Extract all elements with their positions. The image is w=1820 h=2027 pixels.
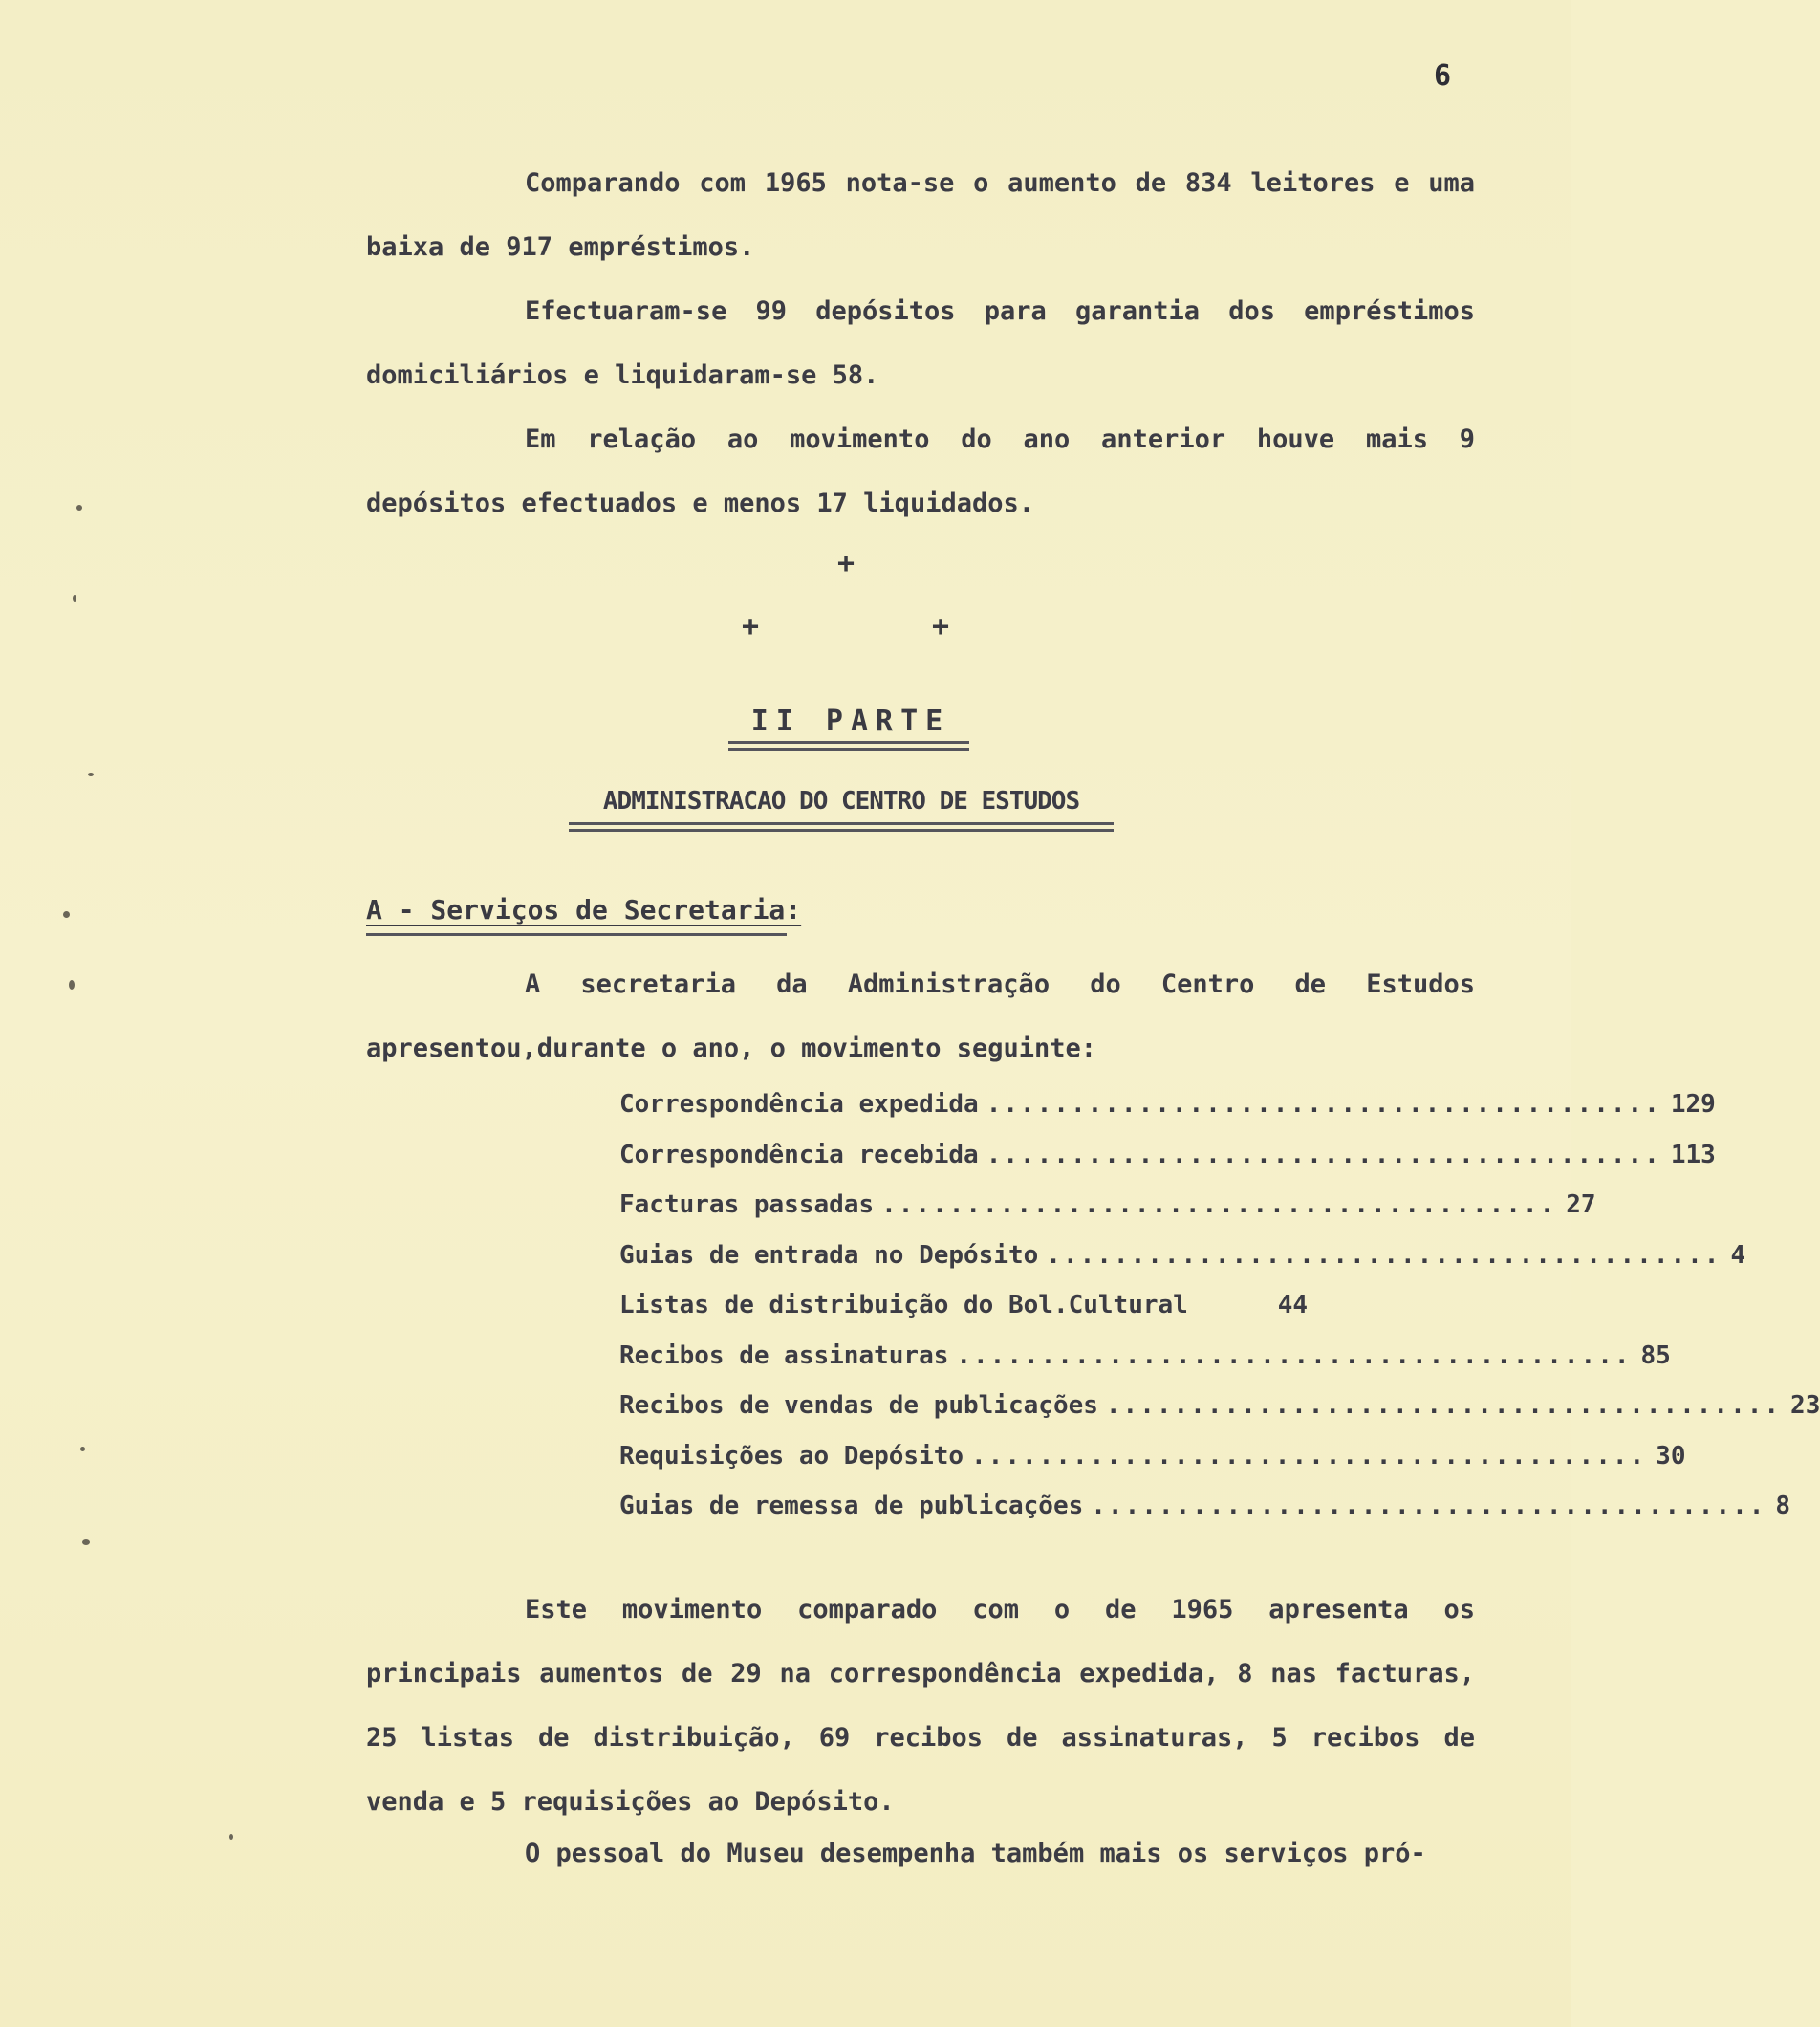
section-heading-underline [366, 933, 787, 936]
stat-label: Recibos de assinaturas [619, 1340, 949, 1370]
dot-leader: ........................................ [1105, 1391, 1782, 1420]
stat-label: Correspondência expedida [619, 1090, 979, 1119]
scan-speck [82, 1539, 90, 1545]
stat-value: 44 [1277, 1291, 1308, 1319]
stat-value: 129 [1670, 1090, 1716, 1119]
subtitle-underline [569, 822, 1114, 825]
section-subtitle: ADMINISTRACAO DO CENTRO DE ESTUDOS [602, 787, 1080, 816]
stat-label: Listas de distribuição do Bol.Cultural [619, 1291, 1188, 1319]
dot-leader: ........................................ [881, 1190, 1557, 1219]
subtitle-double-underline [569, 829, 1114, 832]
stat-row [619, 1291, 1308, 1341]
secretariat-statistics-list [619, 1090, 1820, 1542]
stat-row [619, 1090, 1716, 1141]
stat-value: 8 [1775, 1492, 1791, 1520]
stat-value: 85 [1640, 1340, 1671, 1370]
stat-label: Guias de remessa de publicações [619, 1492, 1084, 1520]
part-title: II PARTE [750, 705, 951, 738]
stat-row [619, 1340, 1671, 1392]
paragraph-secretariat-intro: A secretaria da Administração do Centro de Estudos apresentou,durante o ano, o movimento seguinte: [366, 970, 1475, 1063]
separator-cross-top: + [837, 547, 856, 580]
stat-value: 30 [1656, 1441, 1686, 1471]
paragraph-readers-comparison: Comparando com 1965 nota-se o aumento de 834 leitores e uma baixa de 917 empréstimos. [366, 168, 1475, 262]
paragraph-deposits: Efectuaram-se 99 depósitos para garantia dos empréstimos domiciliários e liquidaram-se 58. [366, 296, 1475, 390]
stat-row [619, 1391, 1820, 1442]
stat-row [619, 1140, 1716, 1191]
stat-value: 23 [1790, 1391, 1820, 1420]
dot-leader: ........................................ [986, 1090, 1661, 1119]
dot-leader: ........................................ [971, 1441, 1647, 1471]
stat-label: Recibos de vendas de publicações [619, 1391, 1098, 1420]
stat-label: Requisições ao Depósito [619, 1441, 964, 1471]
page-number: 6 [1434, 59, 1452, 93]
dot-leader: ........................................ [986, 1140, 1661, 1169]
scan-speck [69, 980, 75, 990]
stat-value: 27 [1566, 1190, 1596, 1219]
scan-speck [76, 505, 82, 511]
stat-value: 113 [1670, 1140, 1716, 1169]
stat-value: 4 [1730, 1240, 1746, 1270]
separator-cross-left: + [742, 610, 760, 643]
scan-speck [80, 1447, 85, 1451]
stat-label: Correspondência recebida [619, 1140, 979, 1169]
stat-row [619, 1190, 1596, 1241]
scan-speck [63, 911, 70, 918]
part-title-underline [728, 741, 969, 744]
dot-leader: ........................................ [1091, 1492, 1766, 1520]
stat-row [619, 1441, 1686, 1493]
paragraph-museum-staff: O pessoal do Museu desempenha também mais os serviços pró- [525, 1839, 1426, 1868]
section-heading: A - Serviços de Secretaria: [366, 894, 802, 926]
stat-row [619, 1240, 1746, 1292]
scan-speck [229, 1834, 233, 1840]
separator-cross-right: + [932, 610, 950, 643]
stat-label: Facturas passadas [619, 1190, 875, 1219]
stat-row [619, 1492, 1791, 1542]
scan-speck [88, 773, 94, 776]
dot-leader: ........................................ [956, 1340, 1632, 1370]
part-title-double-underline [728, 748, 969, 751]
dot-leader: ........................................ [1046, 1240, 1722, 1270]
paragraph-secretariat-comparison: Este movimento comparado com o de 1965 apresenta os principais aumentos de 29 na correspondência expedida, 8 nas facturas, 25 listas de distribuição, 69 recibos de assinaturas, 5 recibos de venda e 5 requisições ao Depósito. [366, 1595, 1475, 1817]
stat-label: Guias de entrada no Depósito [619, 1240, 1039, 1270]
scan-speck [73, 595, 76, 602]
paragraph-deposits-comparison: Em relação ao movimento do ano anterior houve mais 9 depósitos efectuados e menos 17 liquidados. [366, 425, 1475, 518]
